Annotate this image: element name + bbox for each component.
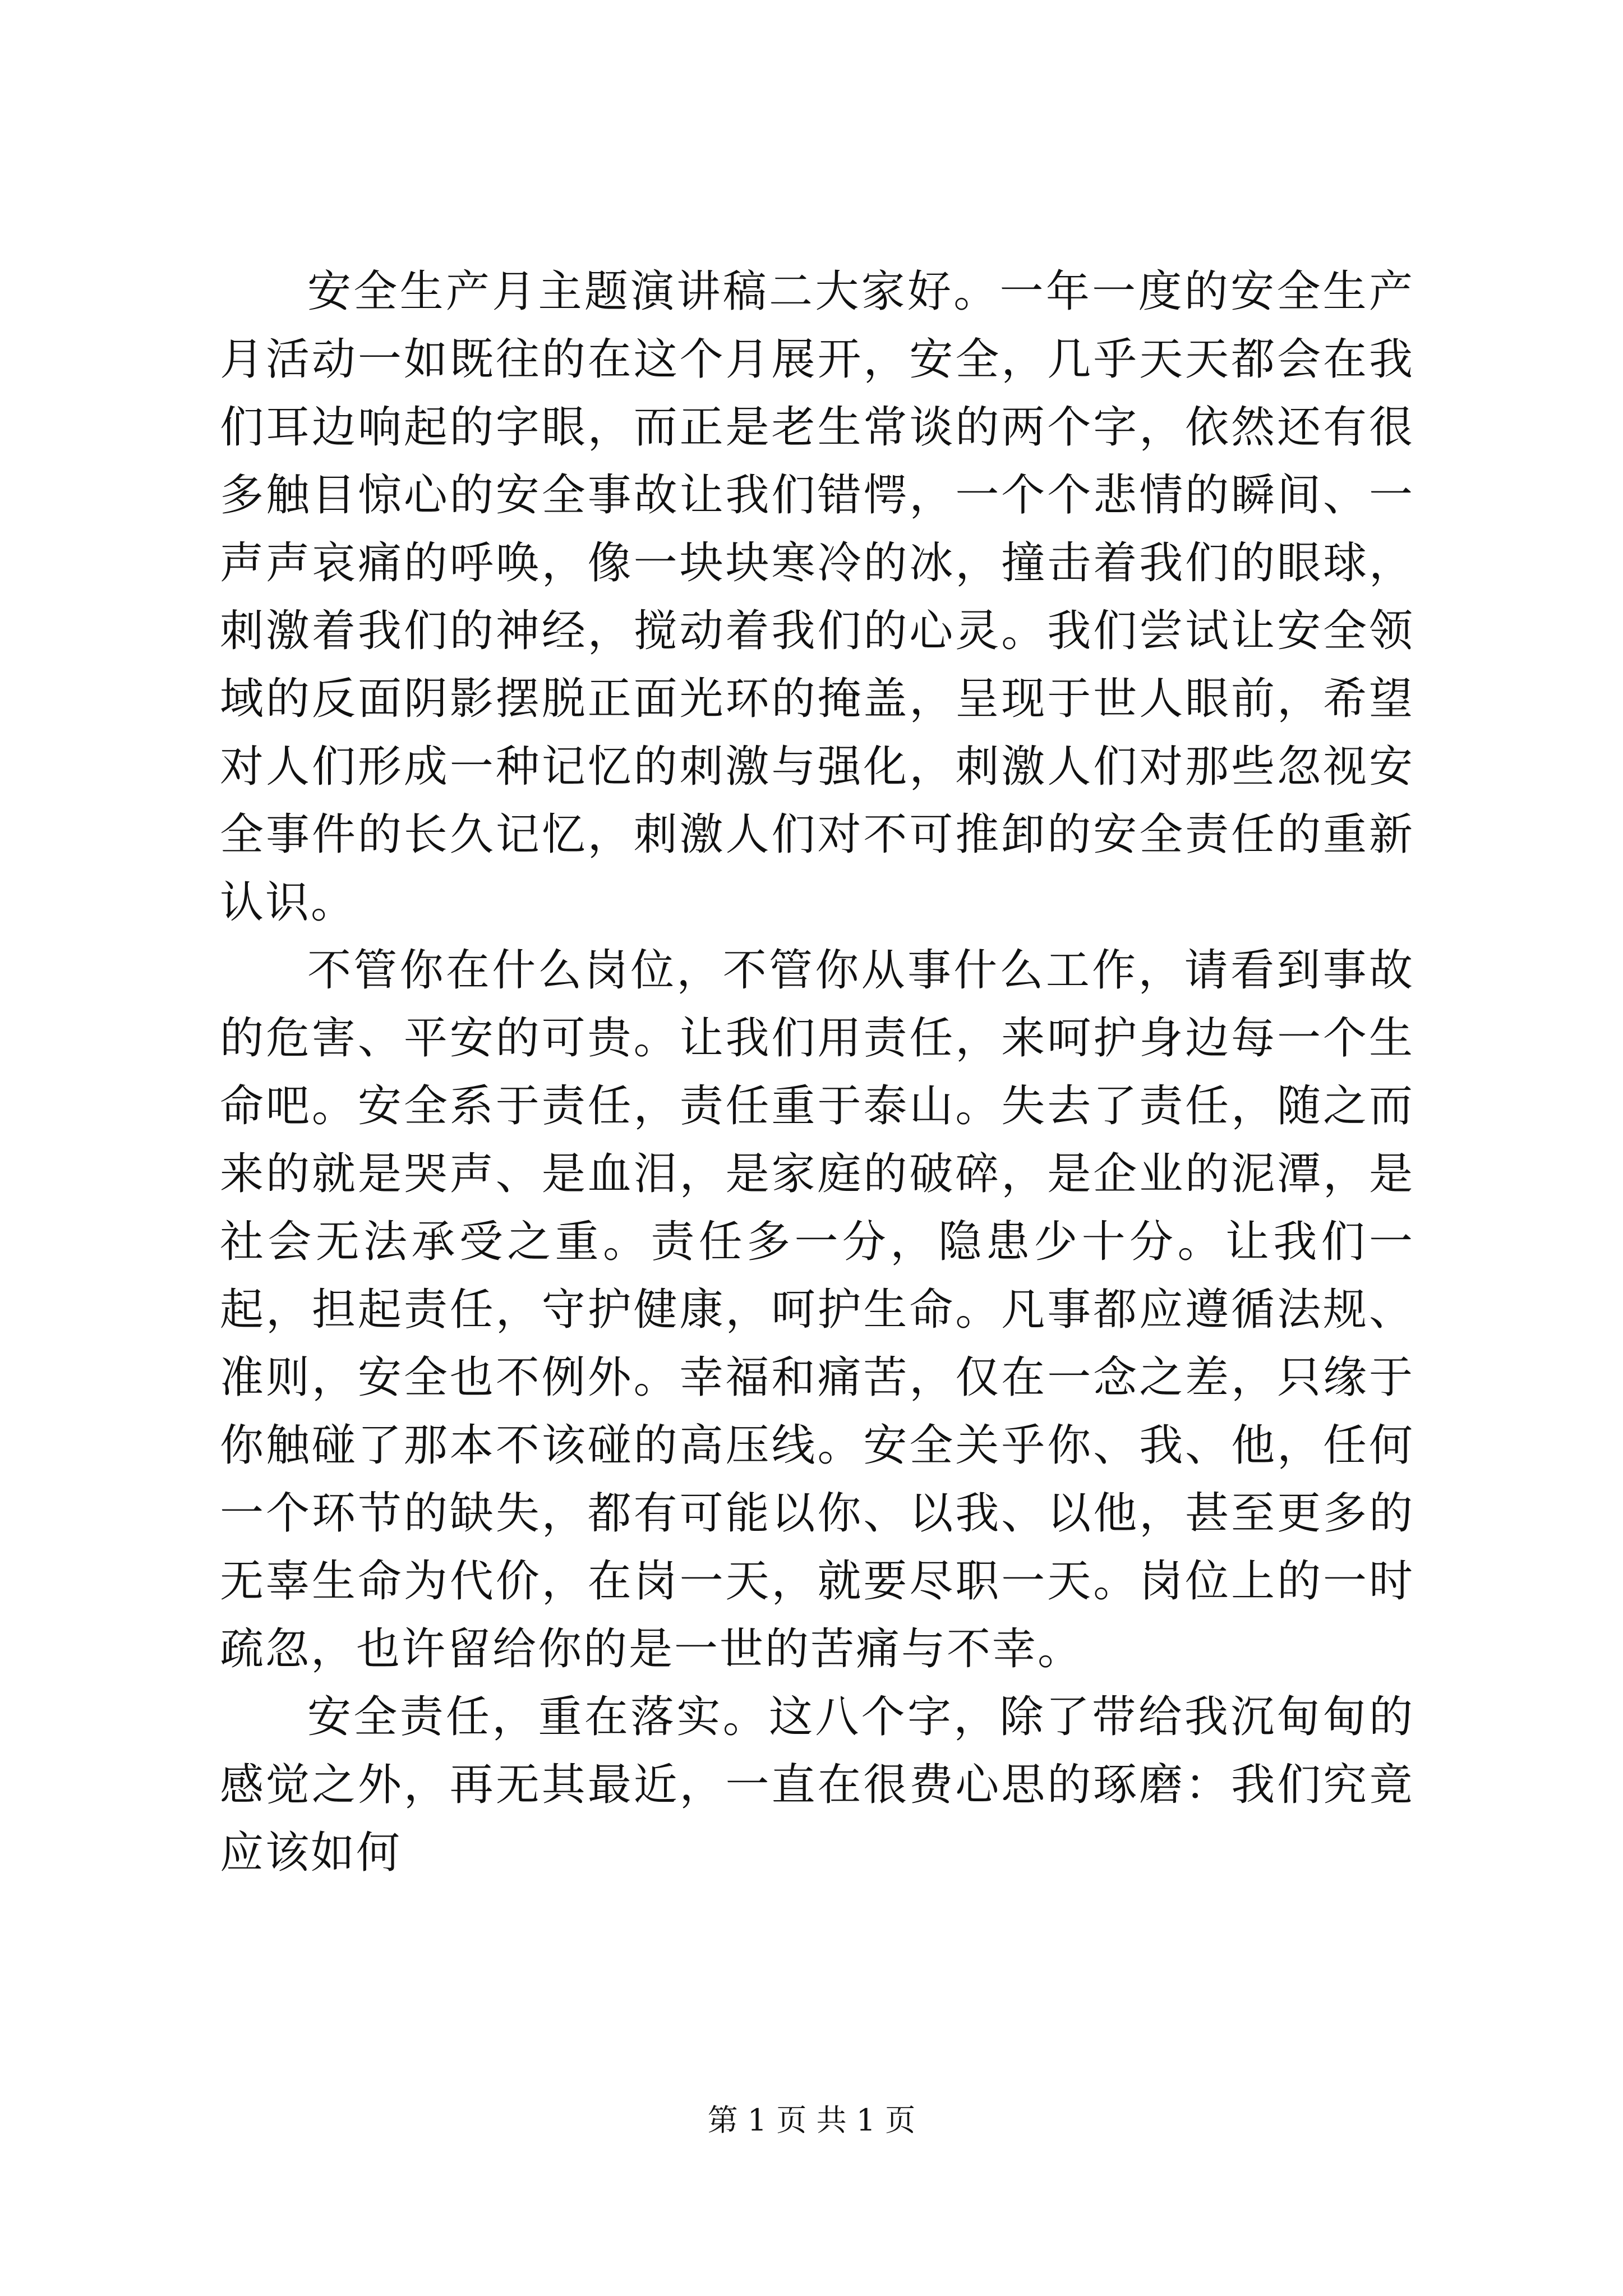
paragraph-2: 不管你在什么岗位，不管你从事什么工作，请看到事故的危害、平安的可贵。让我们用责任，来呵护身边每一个生命吧。安全系于责任，责任重于泰山。失去了责任，随之而来的就是哭声、是血泪，是家庭的破碎，是企业的泥潭，是社会无法承受之重。责任多一分，隐患少十分。让我们一起，担起责任，守护健康，呵护生命。凡事都应遵循法规、准则，安全也不例外。幸福和痛苦，仅在一念之差，只缘于你触碰了那本不该碰的高压线。安全关乎你、我、他，任何一个环节的缺失，都有可能以你、以我、以他，甚至更多的无辜生命为代价，在岗一天，就要尽职一天。岗位上的一时疏忽，也许留给你的是一世的苦痛与不幸。 bbox=[220, 945, 1414, 1674]
paragraph-3: 安全责任，重在落实。这八个字，除了带给我沉甸甸的感觉之外，再无其最近，一直在很费心思的琢磨：我们究竟应该如何 bbox=[220, 1692, 1414, 1878]
paragraph-1: 安全生产月主题演讲稿二大家好。一年一度的安全生产月活动一如既往的在这个月展开，安全，几乎天天都会在我们耳边响起的字眼，而正是老生常谈的两个字，依然还有很多触目惊心的安全事故让我们错愕，一个个悲情的瞬间、一声声哀痛的呼唤，像一块块寒冷的冰，撞击着我们的眼球，刺激着我们的神经，搅动着我们的心灵。我们尝试让安全领域的反面阴影摆脱正面光环的掩盖，呈现于世人眼前，希望对人们形成一种记忆的刺激与强化，刺激人们对那些忽视安全事件的长久记忆，刺激人们对不可推卸的安全责任的重新认识。 bbox=[220, 266, 1414, 928]
page-footer: 第 1 页 共 1 页 bbox=[707, 2102, 916, 2138]
document-body bbox=[220, 258, 1414, 1887]
